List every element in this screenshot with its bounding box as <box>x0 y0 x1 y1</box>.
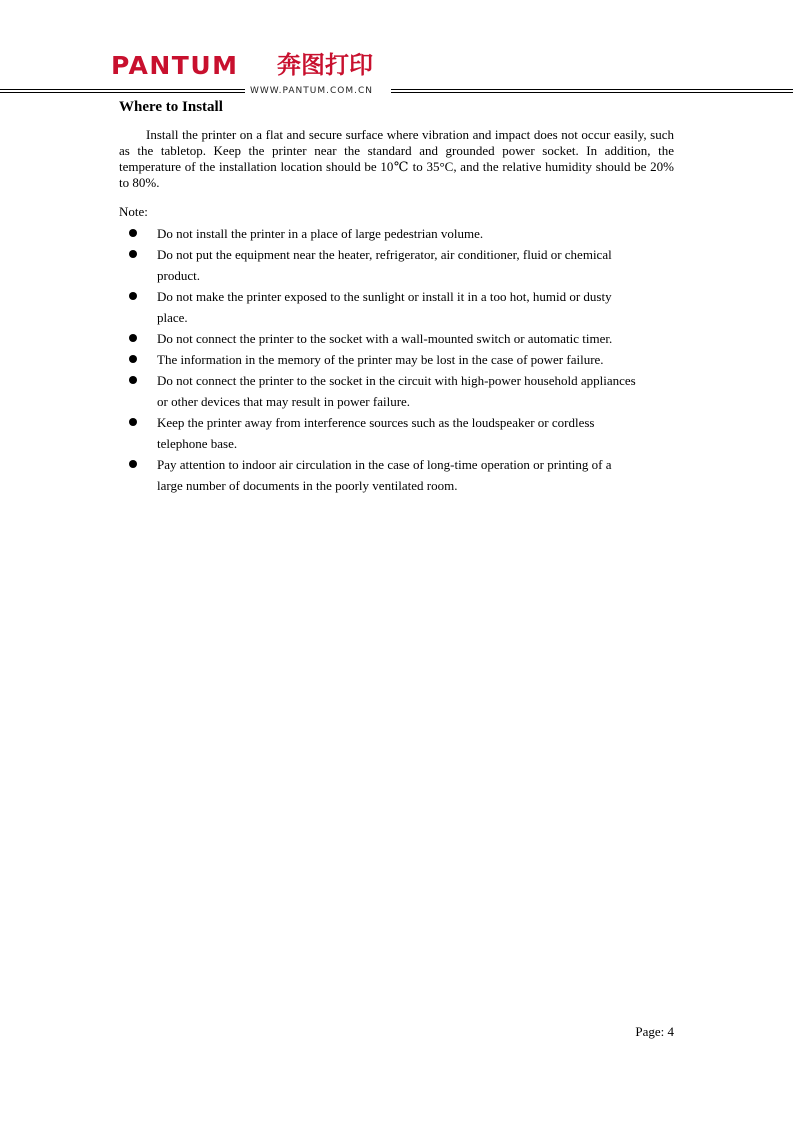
note-item <box>119 223 637 244</box>
header-rule-left-top <box>0 89 245 90</box>
note-item <box>119 412 637 454</box>
note-label: Note: <box>119 204 148 219</box>
note-text: Do not install the printer in a place of large pedestrian volume. <box>157 226 484 241</box>
page-content <box>119 97 674 496</box>
note-text: Do not connect the printer to the socket in the circuit with high-power household appliances or other devices that may result in power failure. <box>157 373 636 409</box>
bullet-icon <box>129 250 137 258</box>
brand-logo-chinese: 奔图打印 <box>277 51 373 79</box>
note-text: Keep the printer away from interference sources such as the loudspeaker or cordless telephone base. <box>157 415 595 451</box>
note-text: Pay attention to indoor air circulation in the case of long-time operation or printing of a large number of documents in the poorly ventilated room. <box>157 457 612 493</box>
note-item <box>119 454 637 496</box>
site-url: WWW.PANTUM.COM.CN <box>250 86 373 96</box>
note-text: The information in the memory of the printer may be lost in the case of power failure. <box>157 352 604 367</box>
header-rule-right-bottom <box>391 92 793 93</box>
bullet-icon <box>129 376 137 384</box>
note-item <box>119 328 637 349</box>
bullet-icon <box>129 334 137 342</box>
note-item <box>119 286 637 328</box>
bullet-icon <box>129 460 137 468</box>
note-item <box>119 349 637 370</box>
note-item <box>119 370 637 412</box>
header-rule-left-bottom <box>0 92 245 93</box>
page-number: Page: 4 <box>635 1024 674 1039</box>
note-text: Do not put the equipment near the heater, refrigerator, air conditioner, fluid or chemical product. <box>157 247 612 283</box>
bullet-icon <box>129 418 137 426</box>
header-rule-right-top <box>391 89 793 90</box>
notes-list <box>119 223 674 496</box>
brand-logo: PANTUM <box>111 51 239 80</box>
intro-paragraph: Install the printer on a flat and secure surface where vibration and impact does not occur easily, such as the tabletop. Keep the printer near the standard and grounded power socket. In addition, the temperature of the installation location should be 10℃ to 35°C, and the relative humidity should be 20% to 80%. <box>119 127 674 190</box>
bullet-icon <box>129 355 137 363</box>
bullet-icon <box>129 292 137 300</box>
section-title: Where to Install <box>119 99 223 115</box>
note-text: Do not make the printer exposed to the sunlight or install it in a too hot, humid or dusty place. <box>157 289 612 325</box>
page-header <box>0 0 793 100</box>
note-text: Do not connect the printer to the socket with a wall-mounted switch or automatic timer. <box>157 331 613 346</box>
bullet-icon <box>129 229 137 237</box>
note-item <box>119 244 637 286</box>
